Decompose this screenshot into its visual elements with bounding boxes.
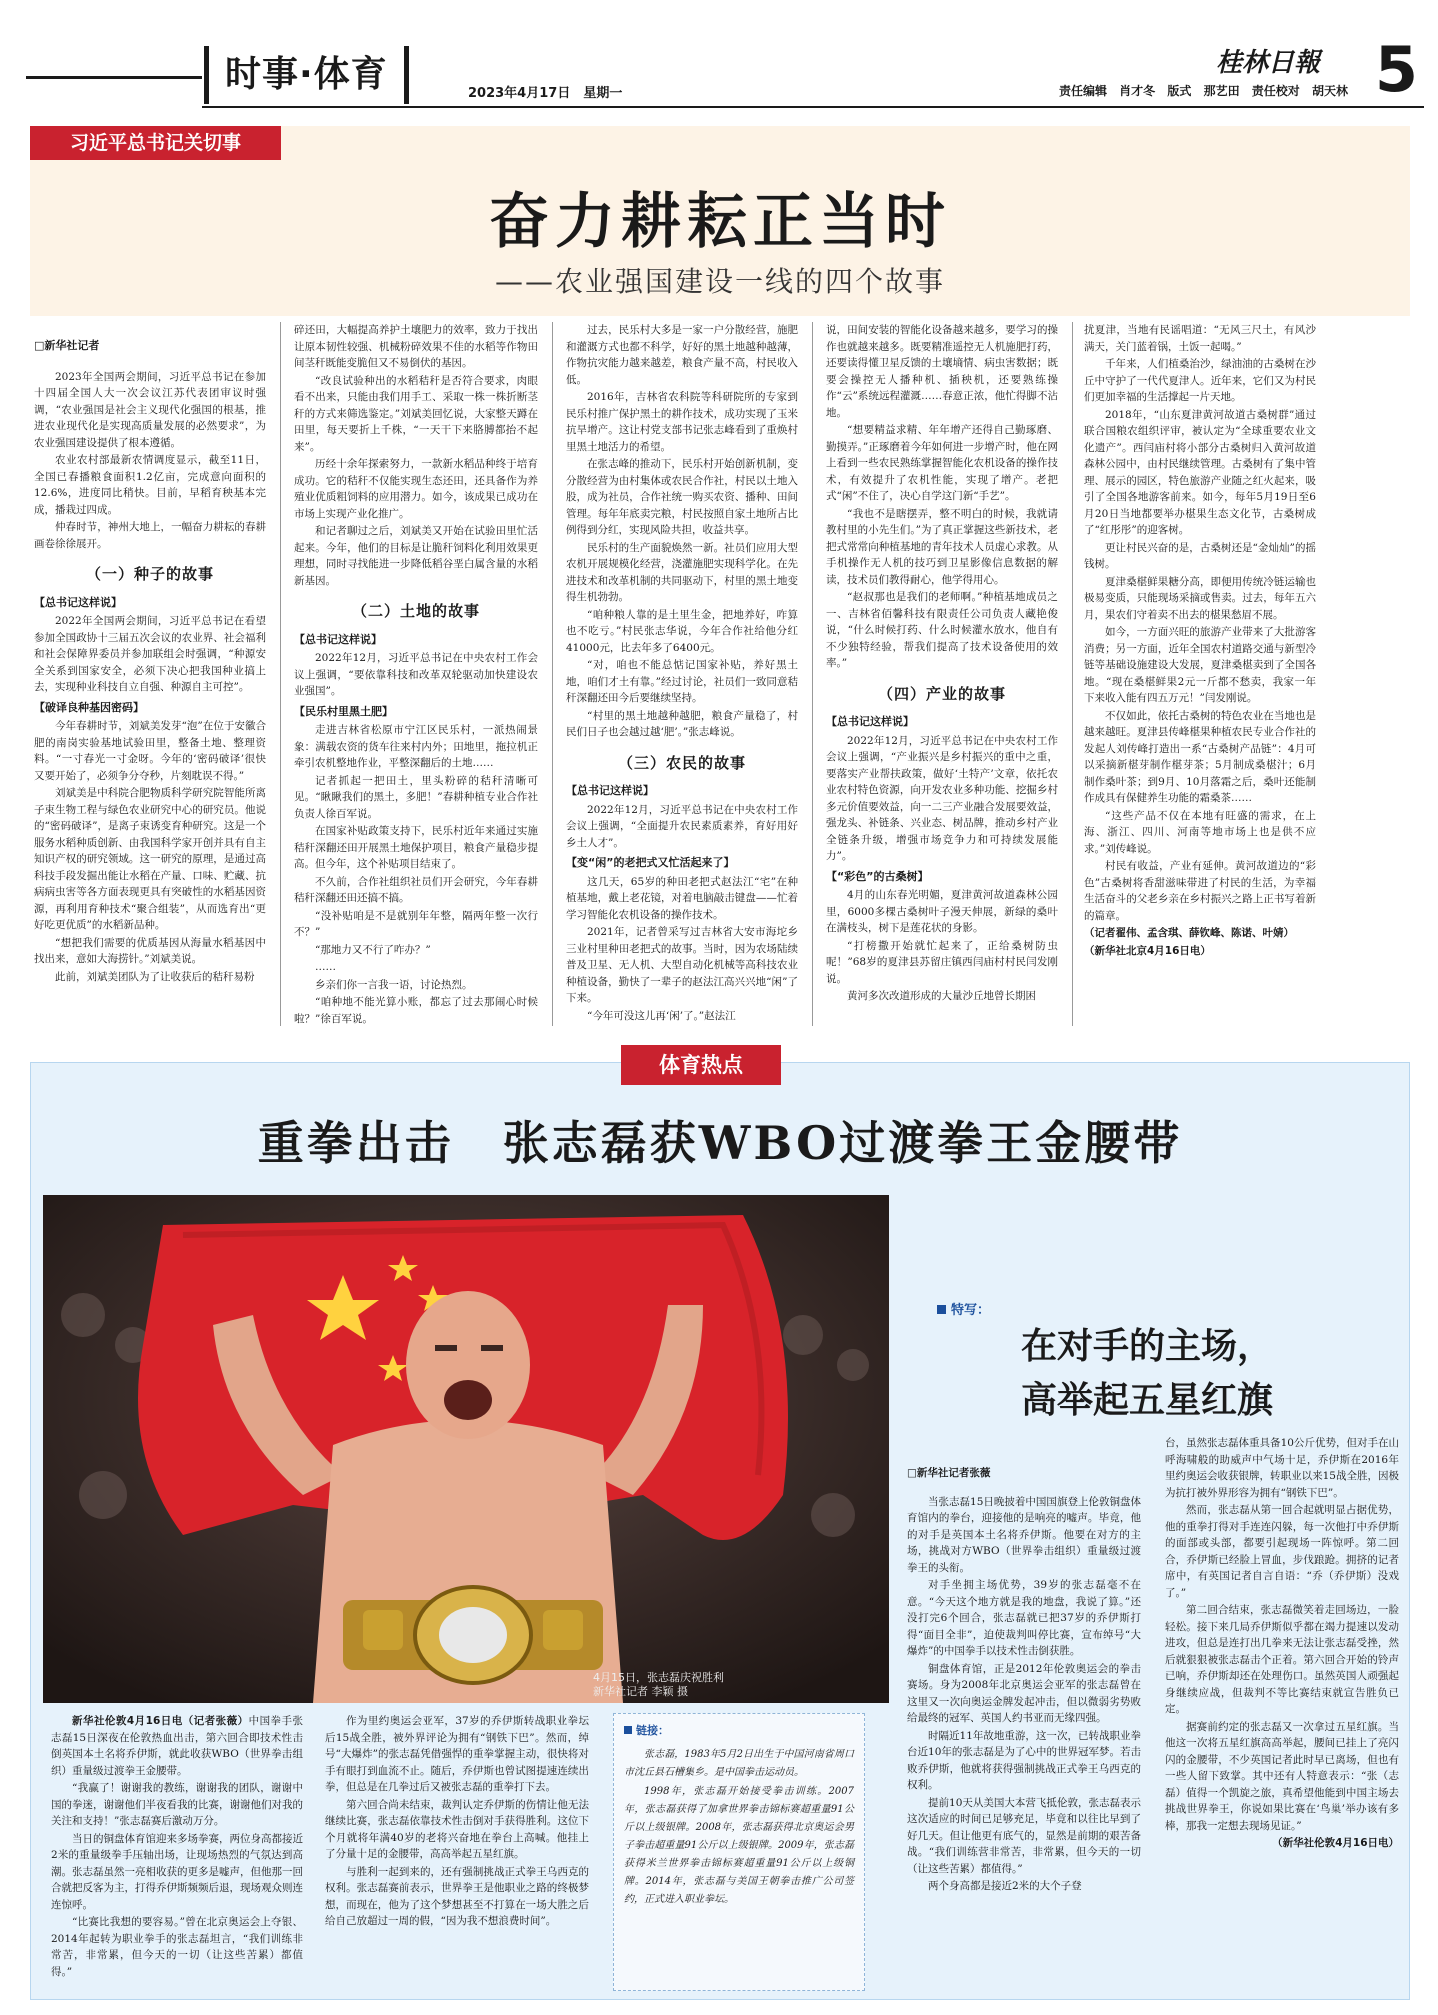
section-heading: （四）产业的故事 [877,684,1006,703]
paragraph: 第六回合尚未结束，裁判认定乔伊斯的伤情让他无法继续比赛，张志磊依靠技术性击倒对手获得胜利。这位下个月就将年满40岁的老将兴奋地在拳台上高喊。他挂上了分量十足的金腰带，高高举起五星红旗。 [325,1798,589,1860]
paragraph: 记者抓起一把田土，里头粉碎的秸秆清晰可见。“瞅瞅我们的黑土，多肥！”春耕种植专业合作社负责人徐百军说。 [294,774,538,820]
paragraph: “那地力又不行了咋办？” [315,943,431,956]
sports-news-column [325,1713,589,1991]
paragraph: 2022年全国两会期间，习近平总书记在看望参加全国政协十三届五次会议的农业界、社会福利和社会保障界委员并参加联组会时强调，“种源安全关系到国家安全，必须下决心把我国种业搞上去，实现种业科技自立自强、种源自主可控”。 [34,615,266,693]
paragraph: 2022年12月，习近平总书记在中央农村工作会议上强调，“产业振兴是乡村振兴的重中之重，要落实产业帮扶政策，做好‘土特产’文章，依托农业农村特色资源，向开发农业多种功能、挖掘乡村多元价值要效益，向一二三产业融合发展要效益，强龙头、补链条、兴业态、树品牌，推动乡村产业全链条升级，增强市场竞争力和可持续发展能力”。 [826,734,1058,862]
section-title: 时事·体育 [204,46,409,104]
paragraph: 2016年，吉林省农科院等科研院所的专家到民乐村推广保护黑土的耕作技术，成功实现了玉米抗旱增产。这让村党支部书记张志峰看到了重焕村里黑土地活力的希望。 [566,391,798,453]
paragraph: 刘斌美是中科院合肥物质科学研究院智能所离子束生物工程与绿色农业研究中心的研究员。他说的“密码破译”，是离子束诱变育种研究。这是一个服务水稻种质创新、由我国科学家开创并具有自主知识产权的研究领域。这一研究的原理，是通过高科技手段发掘出能让水稻在产量、口味、贮藏、抗病病虫害等各方面表现更具有突破性的水稻基因资源，再利用育种技术“聚合组装”，从而选育出“更好吃更优质”的水稻新品种。 [34,787,266,931]
paragraph: 1998年，张志磊开始接受拳击训练。2007年，张志磊获得了加拿世界拳击锦标赛超重量91公斤以上级银牌。2008年，张志磊获得北京奥运会男子拳击超重量91公斤以上级银牌。2009年，张志磊获得米兰世界拳击锦标赛超重量91公斤以上级铜牌。2014年，张志磊与美国王朝拳击推广公司签约，正式进入职业拳坛。 [624,1786,854,1905]
link-box [613,1713,865,1991]
special-title-line: 高举起五星红旗 [1021,1379,1274,1421]
paragraph: 两个身高都是接近2米的大个子登 [928,1880,1082,1892]
byline: □新华社记者张薇 [907,1467,991,1479]
dateline: （新华社伦敦4月16日电） [1272,1837,1399,1849]
sports-section [30,1053,1410,2000]
paragraph: 扰夏津，当地有民谣唱道：“无风三尺土，有风沙满天，关门蓝着锅，土饭一起喝。” [1084,324,1316,353]
paragraph: 今年春耕时节，刘斌美发芽“泡”在位于安徽合肥的南岗实验基地试验田里，整备土地、整理资料。“一寸春光一寸金呀。今年的‘密码破译’很快又要开始了，必须争分夺秒，片刻耽误不得。” [34,720,266,782]
feature-article [34,322,1406,1026]
page-number: 5 [1374,33,1418,106]
paragraph: 据赛前约定的张志磊又一次拿过五星红旗。当他这一次将五星红旗高高举起，腰间已挂上了亮闪闪的金腰带，不少英国记者此时早已离场，但也有一些人留下致掌。其中还有人特意表示：“张（志磊）值得一个凯旋之旅，真希望他能到中国主场去挑战世界拳王，你说如果比赛在‘鸟巢’举办该有多棒，那我一定想去现场见证。” [1165,1720,1399,1832]
paragraph: “打榜撒开始就忙起来了，正给桑树防虫呢！”68岁的夏津县苏留庄镇西闫庙村村民闫发刚说。 [826,939,1058,985]
paragraph: 台，虽然张志磊体重具备10公斤优势，但对手在山呼海啸般的助威声中气场十足，乔伊斯在2016年里约奥运会收获银牌，转职业以来15战全胜，因极为抗打被外界形容为拥有“钢铁下巴”。 [1165,1437,1399,1499]
paragraph: 和记者聊过之后，刘斌美又开始在试验田里忙活起来。今年，他们的目标是让脆秆饲料化利用效果更理想，同时寻找能进一步降低稻谷垩白属含量的水稻新基因。 [294,525,538,587]
paragraph: 不久前，合作社组织社员们开会研究，今年春耕秸秆深翻还田还搞不搞。 [294,875,538,904]
paragraph: 碎还田，大幅提高养护土壤肥力的效率，致力于找出让原本韧性较强、机械粉碎效果不佳的水稻等作物田间茎秆既能变脆但又不易倒伏的基因。 [294,324,538,369]
paragraph: “没补贴咱是不是就别年年整，隔两年整一次行不？” [294,909,538,938]
editor-name: 那艺田 [1203,84,1240,98]
paragraph: “我也不是瞎摆弄，整不明白的时候，我就请教村里的小先生们。”为了真正掌握这些新技术，老把式常常向种植基地的青年技术人员虚心求教。从手机操作无人机的技巧到卫星影像信息数据的解读，技术员们教得耐心，他学得用心。 [826,507,1058,586]
feature-subhead: ——农业强国建设一线的四个故事 [494,265,945,298]
feature-story-column [1165,1435,1399,1991]
section-heading: （二）土地的故事 [351,602,480,620]
paragraph: 第二回合结束，张志磊微笑着走回场边，一脸轻松。接下来几局乔伊斯似乎都在竭力提速以发动进攻，但总是连打出几拳来无法让张志磊受挫，然后就狠狠被张志磊击个正着。第六回合开始的铃声已响，乔伊斯却还在处理伤口。虽然英国人顽强起身继续应战，但裁判不等比赛结束就宣告胜负已定。 [1165,1604,1399,1715]
sports-headline: 重拳出击 张志磊获WBO过渡拳王金腰带 [257,1116,1183,1170]
paragraph: 提前10天从美国大本营飞抵伦敦，张志磊表示这次适应的时间已足够充足，毕竟和以往比早到了好几天。但让他更有底气的，显然是前期的艰苦备战。“我们训练营非常苦，非常累，但今天的一切（让这些苦累）都值得。” [907,1796,1141,1875]
paragraph: “改良试验种出的水稻秸秆是否符合要求，肉眼看不出来，只能由我们用手工、采取一株一株折断茎秆的方式来筛选鉴定。”刘斌美回忆说，大家整天蹲在田里，每天要折上千株，“一天干下来胳膊都抬不起来”。 [294,374,538,453]
feature-headline: 奋力耕耘正当时 [489,187,951,257]
section-heading: （一）种子的故事 [85,565,214,583]
article-column [826,322,1058,1026]
feature-tag: 习近平总书记关切事 [30,126,281,160]
boxer-photo [43,1195,889,1703]
paragraph: 铜盘体育馆，正是2012年伦敦奥运会的拳击赛场。身为2008年北京奥运会亚军的张志磊曾在这里又一次向奥运金牌发起冲击，但以微弱劣势败给最终的冠军、英国人约书亚而无缘四强。 [907,1662,1141,1724]
paragraph: 此前，刘斌美团队为了让收获后的秸秆易粉 [55,970,255,983]
dateline: （新华社北京4月16日电） [1084,944,1211,957]
paragraph: “咱种地不能光算小账，都忘了过去那闹心时候啦？”徐百军说。 [294,996,538,1025]
paragraph: 2022年12月，习近平总书记在中央农村工作会议上强调，“全面提升农民素质素养，育好用好乡土人才”。 [566,803,798,849]
paragraph: 夏津桑椹鲜果糖分高，即便用传统冷链运输也极易变质，只能现场采摘或售卖。过去，每年五六月，果农们守着卖不出去的椹果愁眉不展。 [1084,575,1316,621]
paragraph: “想要精益求精、年年增产还得自己勤琢磨、勤摸弄。”正琢磨着今年如何进一步增产时，他在网上看到一些农民熟练掌握智能化农机设备的操作技术，有效提升了农机性能，实现了增产。老把式“闲”不住了，决心自学这门新“手艺”。 [826,424,1058,502]
paragraph: 村民有收益，产业有延伸。黄河故道边的“彩色”古桑树将香甜滋味带进了村民的生活，为幸福生活奋斗的父老乡亲在乡村振兴之路上正书写着新的篇章。 [1084,860,1316,922]
paragraph: 如今，一方面兴旺的旅游产业带来了大批游客消费；另一方面，近年全国农村道路交通与新型冷链等基础设施建设大发展，夏津桑椹卖到了全国各地。“现在桑椹鲜果2元一斤都不愁卖，我家一年下来收入能有四五万元！”闫发刚说。 [1084,626,1316,704]
article-column [294,322,538,1026]
photo-illustration [43,1195,889,1703]
paragraph: “想把我们需要的优质基因从海量水稻基因中找出来，意如大海捞针。”刘斌美说。 [34,936,266,965]
paragraph: 走进吉林省松原市宁江区民乐村，一派热闹景象：满载农资的货车往来村内外；田地里，拖拉机正牵引农机整地作业，平整深翻后的土地…… [294,724,538,769]
paragraph: “赵叔那也是我们的老师啊。”种植基地成员之一、吉林省佰馨科技有限责任公司负责人藏艳俊说，“什么时候打药、什么时候灌水放水，他自有不少独特经验，帮我们提高了技术设备使用的效率。” [826,591,1058,669]
newspaper-name: 桂林日報 [1215,48,1320,78]
paragraph: “比赛比我想的要容易。”曾在北京奥运会上夺银、2014年起转为职业拳手的张志磊坦言，“我们训练非常苦，非常累，但今天的一切（让这些苦累）都值得。” [51,1916,303,1978]
article-column [1084,322,1316,1026]
subheading: 【破译良种基因密码】 [34,700,144,714]
subheading: 【民乐村里黑土肥】 [294,704,393,718]
paragraph: 千年来，人们植桑治沙，绿油油的古桑树在沙丘中守护了一代代夏津人。近年来，它们又为村民们更加幸福的生活撑起一片天地。 [1084,358,1316,403]
sports-tag: 体育热点 [621,1045,781,1085]
paragraph: “今年可没这儿再‘闲’了。”赵法江 [587,1009,736,1022]
subheading: 【“彩色”的古桑树】 [826,869,929,883]
special-title [1021,1319,1381,1427]
paragraph: 更让村民兴奋的是，古桑树还是“金灿灿”的摇钱树。 [1084,541,1316,570]
link-tag: 链接： [624,1722,854,1740]
editor-role: 版式 [1167,84,1192,98]
paragraph: 乡亲们你一言我一语，讨论热烈。 [315,978,473,991]
subheading: 【变“闲”的老把式又忙活起来了】 [566,856,735,869]
paragraph: 过去，民乐村大多是一家一户分散经营，施肥和灌溉方式也都不科学，好好的黑土地越种越薄，作物抗灾能力越来越差，粮食产量不高，村民收入低。 [566,324,798,386]
paragraph: 农业农村部最新农情调度显示，截至11日，全国已春播粮食面积1.2亿亩，完成意向面积的12.6%，进度同比稍快。目前，早稻育秧基本完成，播栽过四成。 [34,454,266,516]
paragraph: “对，咱也不能总惦记国家补贴，养好黑土地，咱们才土有靠。”经过讨论，社员们一致同意秸秆深翻还田今后要继续坚持。 [566,659,798,704]
paragraph: 当日的铜盘体育馆迎来多场拳赛，两位身高都接近2米的重量级拳手压轴出场，让现场热烈的气氛达到高潮。张志磊虽然一亮相收获的更多是嘘声，但他那一回合就把反客为主，打得乔伊斯频频后退，现场观众则连连惊呼。 [51,1832,303,1911]
paragraph: 然而，张志磊从第一回合起就明显占据优势，他的重拳打得对手连连闪躲，每一次他打中乔伊斯的面部或头部，都要引起现场一阵惊呼。第二回合，乔伊斯已经脸上冒血，步伐踉跄。拥挤的记者席中，有英国记者自言自语：“乔（乔伊斯）没戏了。” [1165,1504,1399,1599]
sports-news-column [51,1713,303,1991]
article-column [34,322,266,1026]
paragraph: 不仅如此，依托古桑树的特色农业在当地也是越来越旺。夏津县传峰椹果种植农民专业合作社的发起人刘传峰打造出一系“古桑树产品链”：4月可以采摘新椹芽制作椹芽茶；5月制成桑椹汁；6月制作桑叶茶；到9月、10月落霜之后，桑叶还能制作成具有保健养生功能的霜桑茶…… [1084,709,1316,804]
paragraph: 时隔近11年故地重游，这一次，已转战职业拳台近10年的张志磊是为了心中的世界冠军梦。若击败乔伊斯，他就将获得强制挑战正式拳王乌西克的权利。 [907,1729,1141,1791]
issue-date: 2023年4月17日 星期一 [468,86,623,101]
paragraph: 说，田间安装的智能化设备越来越多，要学习的操作也就越来越多。既要精准遥控无人机施肥打药，还要读得懂卫星反馈的土壤墒情、病虫害数据；既要会操控无人播种机、插秧机，还要熟练操作“云”系统远程灌溉……春意正浓，他忙得脚不沾地。 [826,324,1058,419]
paragraph: 2021年，记者曾采写过吉林省大安市海坨乡三业村里种田老把式的故事。当时，因为农场陆续普及卫星、无人机、大型自动化机械等高科技农业种植设备，勤快了一辈子的赵法江高兴兴地“闲”了下来。 [566,926,798,1004]
masthead-rule-left [26,76,202,79]
reporter-credit: （记者翟伟、孟含琪、薛钦峰、陈诺、叶婧） [1084,927,1294,939]
column-divider [280,322,281,1026]
editor-credits [1051,82,1348,99]
paragraph: “这些产品不仅在本地有旺盛的需求，在上海、浙江、四川、河南等地市场上也是供不应求。”刘传峰说。 [1084,809,1316,855]
quote-label: 【总书记这样说】 [294,632,382,646]
editor-role: 责任编辑 [1058,84,1107,98]
quote-label: 【总书记这样说】 [566,784,654,797]
paragraph: “我赢了！谢谢我的教练，谢谢我的团队，谢谢中国的拳迷，谢谢他们半夜看我的比赛，谢谢他们对我的关注和支持！”张志磊赛后激动万分。 [51,1782,303,1827]
paragraph: 历经十余年探索努力，一款新水稻品种终于培育成功。它的秸秆不仅能实现生态还田，还具备作为养殖业优质粗饲料的应用潜力。如今，该成果已成功在市场上实现产业化推广。 [294,458,538,520]
paragraph: 2022年12月，习近平总书记在中央农村工作会议上强调，“要依靠科技和改革双轮驱动加快建设农业强国”。 [294,652,538,697]
photo-caption-line: 4月15日，张志磊庆祝胜利 [593,1671,724,1684]
paragraph: 作为里约奥运会亚军，37岁的乔伊斯转战职业拳坛后15战全胜，被外界评论为拥有“钢铁下巴”。然而，绰号“大爆炸”的张志磊凭借强悍的重拳掌握主动，很快将对手有眼打到血流不止。随后，乔伊斯也曾试图提速连续出拳，但总是在几拳过后又被张志磊的重拳打下去。 [325,1715,589,1793]
paragraph: 这几天，65岁的种田老把式赵法江“宅”在种植基地，戴上老花镜，对着电脑敲击键盘——忙着学习智能化农机设备的操作技术。 [566,875,798,921]
lead-dateline: 新华社伦敦4月16日电（记者张薇） [72,1715,249,1727]
feature-story-column [907,1465,1141,1991]
paragraph: “村里的黑土地越种越肥，粮食产量稳了，村民们日子也会越过越‘肥’。”张志峰说。 [566,709,798,738]
masthead-rule [202,106,1424,108]
section-heading: （三）农民的故事 [617,753,746,772]
paragraph: 4月的山东春光明媚，夏津黄河故道森林公园里，6000多棵古桑树叶子漫天伸展，新绿的桑叶在满枝头，树下是莲花状的身影。 [826,889,1058,934]
column-divider [812,322,813,1026]
paragraph: 2018年，“山东夏津黄河故道古桑树群”通过联合国粮农组织评审，被认定为“全球重要农业文化遗产”。西闫庙村将小部分古桑树归入黄河故道森林公园中，由村民继续管理。古桑树有了集中管理、展示的园区，特色旅游产业随之红火起来，吸引了全国各地游客前来。如今，每年5月19日至6月20日当地都要举办椹果生态文化节，古桑树成了“红彤彤”的迎客树。 [1084,408,1316,536]
article-column [566,322,798,1026]
paragraph: 对手坐拥主场优势，39岁的张志磊毫不在意。“今天这个地方就是我的地盘，我说了算。”还没打完6个回合，张志磊就已把37岁的乔伊斯打得“面目全非”，迫使裁判叫停比赛，宣布绰号“大爆炸”的中国拳手以技术性击倒获胜。 [907,1579,1141,1657]
paragraph: 张志磊，1983年5月2日出生于中国河南省周口市沈丘县石槽集乡。是中国拳击运动员。 [624,1749,854,1778]
column-divider [1072,322,1073,1026]
paragraph: “咱种粮人靠的是土里生金，把地养好，咋算也不吃亏。”村民张志华说，今年合作社给他分红41000元，比去年多了6400元。 [566,608,798,654]
quote-label: 【总书记这样说】 [826,715,914,728]
feature-header [30,126,1410,316]
paragraph: 民乐村的生产面貌焕然一新。社员们应用大型农机开展规模化经营，浇灌施肥实现科学化。在先进技术和改革机制的共同驱动下，村里的黑土地变得生机勃勃。 [566,541,798,603]
special-tag: 特写： [937,1299,990,1318]
paragraph: 2023年全国两会期间，习近平总书记在参加十四届全国人大一次会议江苏代表团审议时强调，“农业强国是社会主义现代化强国的根基，推进农业现代化是实现高质量发展的必然要求”，为农业强国建设提供了根本遵循。 [34,370,266,449]
editor-name: 肖才冬 [1119,84,1156,98]
paragraph: 在张志峰的推动下，民乐村开始创新机制，变分散经营为由村集体或农民合作社，村民以土地入股，成为社员，合作社统一购买农资、播种、田间管理。每年年底卖完粮，村民按照自家土地所占比例得到分红，实现风险共担，收益共享。 [566,458,798,536]
paragraph: 黄河多次改道形成的大量沙丘地曾长期困 [847,990,1036,1002]
lead-text: 中国拳手张志磊15日深夜在伦敦热血出击，第六回合即技术性击倒英国本土名将乔伊斯，就此收获WBO（世界拳击组织）重量级过渡拳王金腰带。 [51,1715,303,1777]
paragraph: 仲春时节，神州大地上，一幅奋力耕耘的春耕画卷徐徐展开。 [34,521,266,550]
editor-role: 责任校对 [1251,84,1300,98]
lead-paragraph [51,1713,303,1779]
quote-label: 【总书记这样说】 [34,595,122,609]
photo-credit: 新华社记者 李颖 摄 [593,1685,688,1698]
paragraph: 当张志磊15日晚披着中国国旗登上伦敦铜盘体育馆内的拳台，迎接他的是响亮的嘘声。毕竟，他的对手是英国本土名将乔伊斯。他要在对方的主场，挑战对方WBO（世界拳击组织）重量级过渡拳王的头衔。 [907,1495,1141,1574]
photo-caption [593,1671,724,1699]
special-title-line: 在对手的主场， [1021,1325,1274,1367]
byline: □新华社记者 [34,339,100,352]
paragraph: …… [315,961,336,973]
paragraph: 与胜利一起到来的，还有强制挑战正式拳王乌西克的权利。张志磊赛前表示，世界拳王是他职业之路的终极梦想，而现在，他为了这个梦想甚至不打算在一场大胜之后给自己放超过一周的假，“因为我不想浪费时间”。 [325,1865,589,1927]
column-divider [552,322,553,1026]
masthead [0,0,1438,115]
editor-name: 胡天林 [1311,84,1348,98]
paragraph: 在国家补贴政策支持下，民乐村近年来通过实施秸秆深翻还田开展黑土地保护项目，粮食产量稳步提高。但今年，这个补贴项目结束了。 [294,825,538,870]
